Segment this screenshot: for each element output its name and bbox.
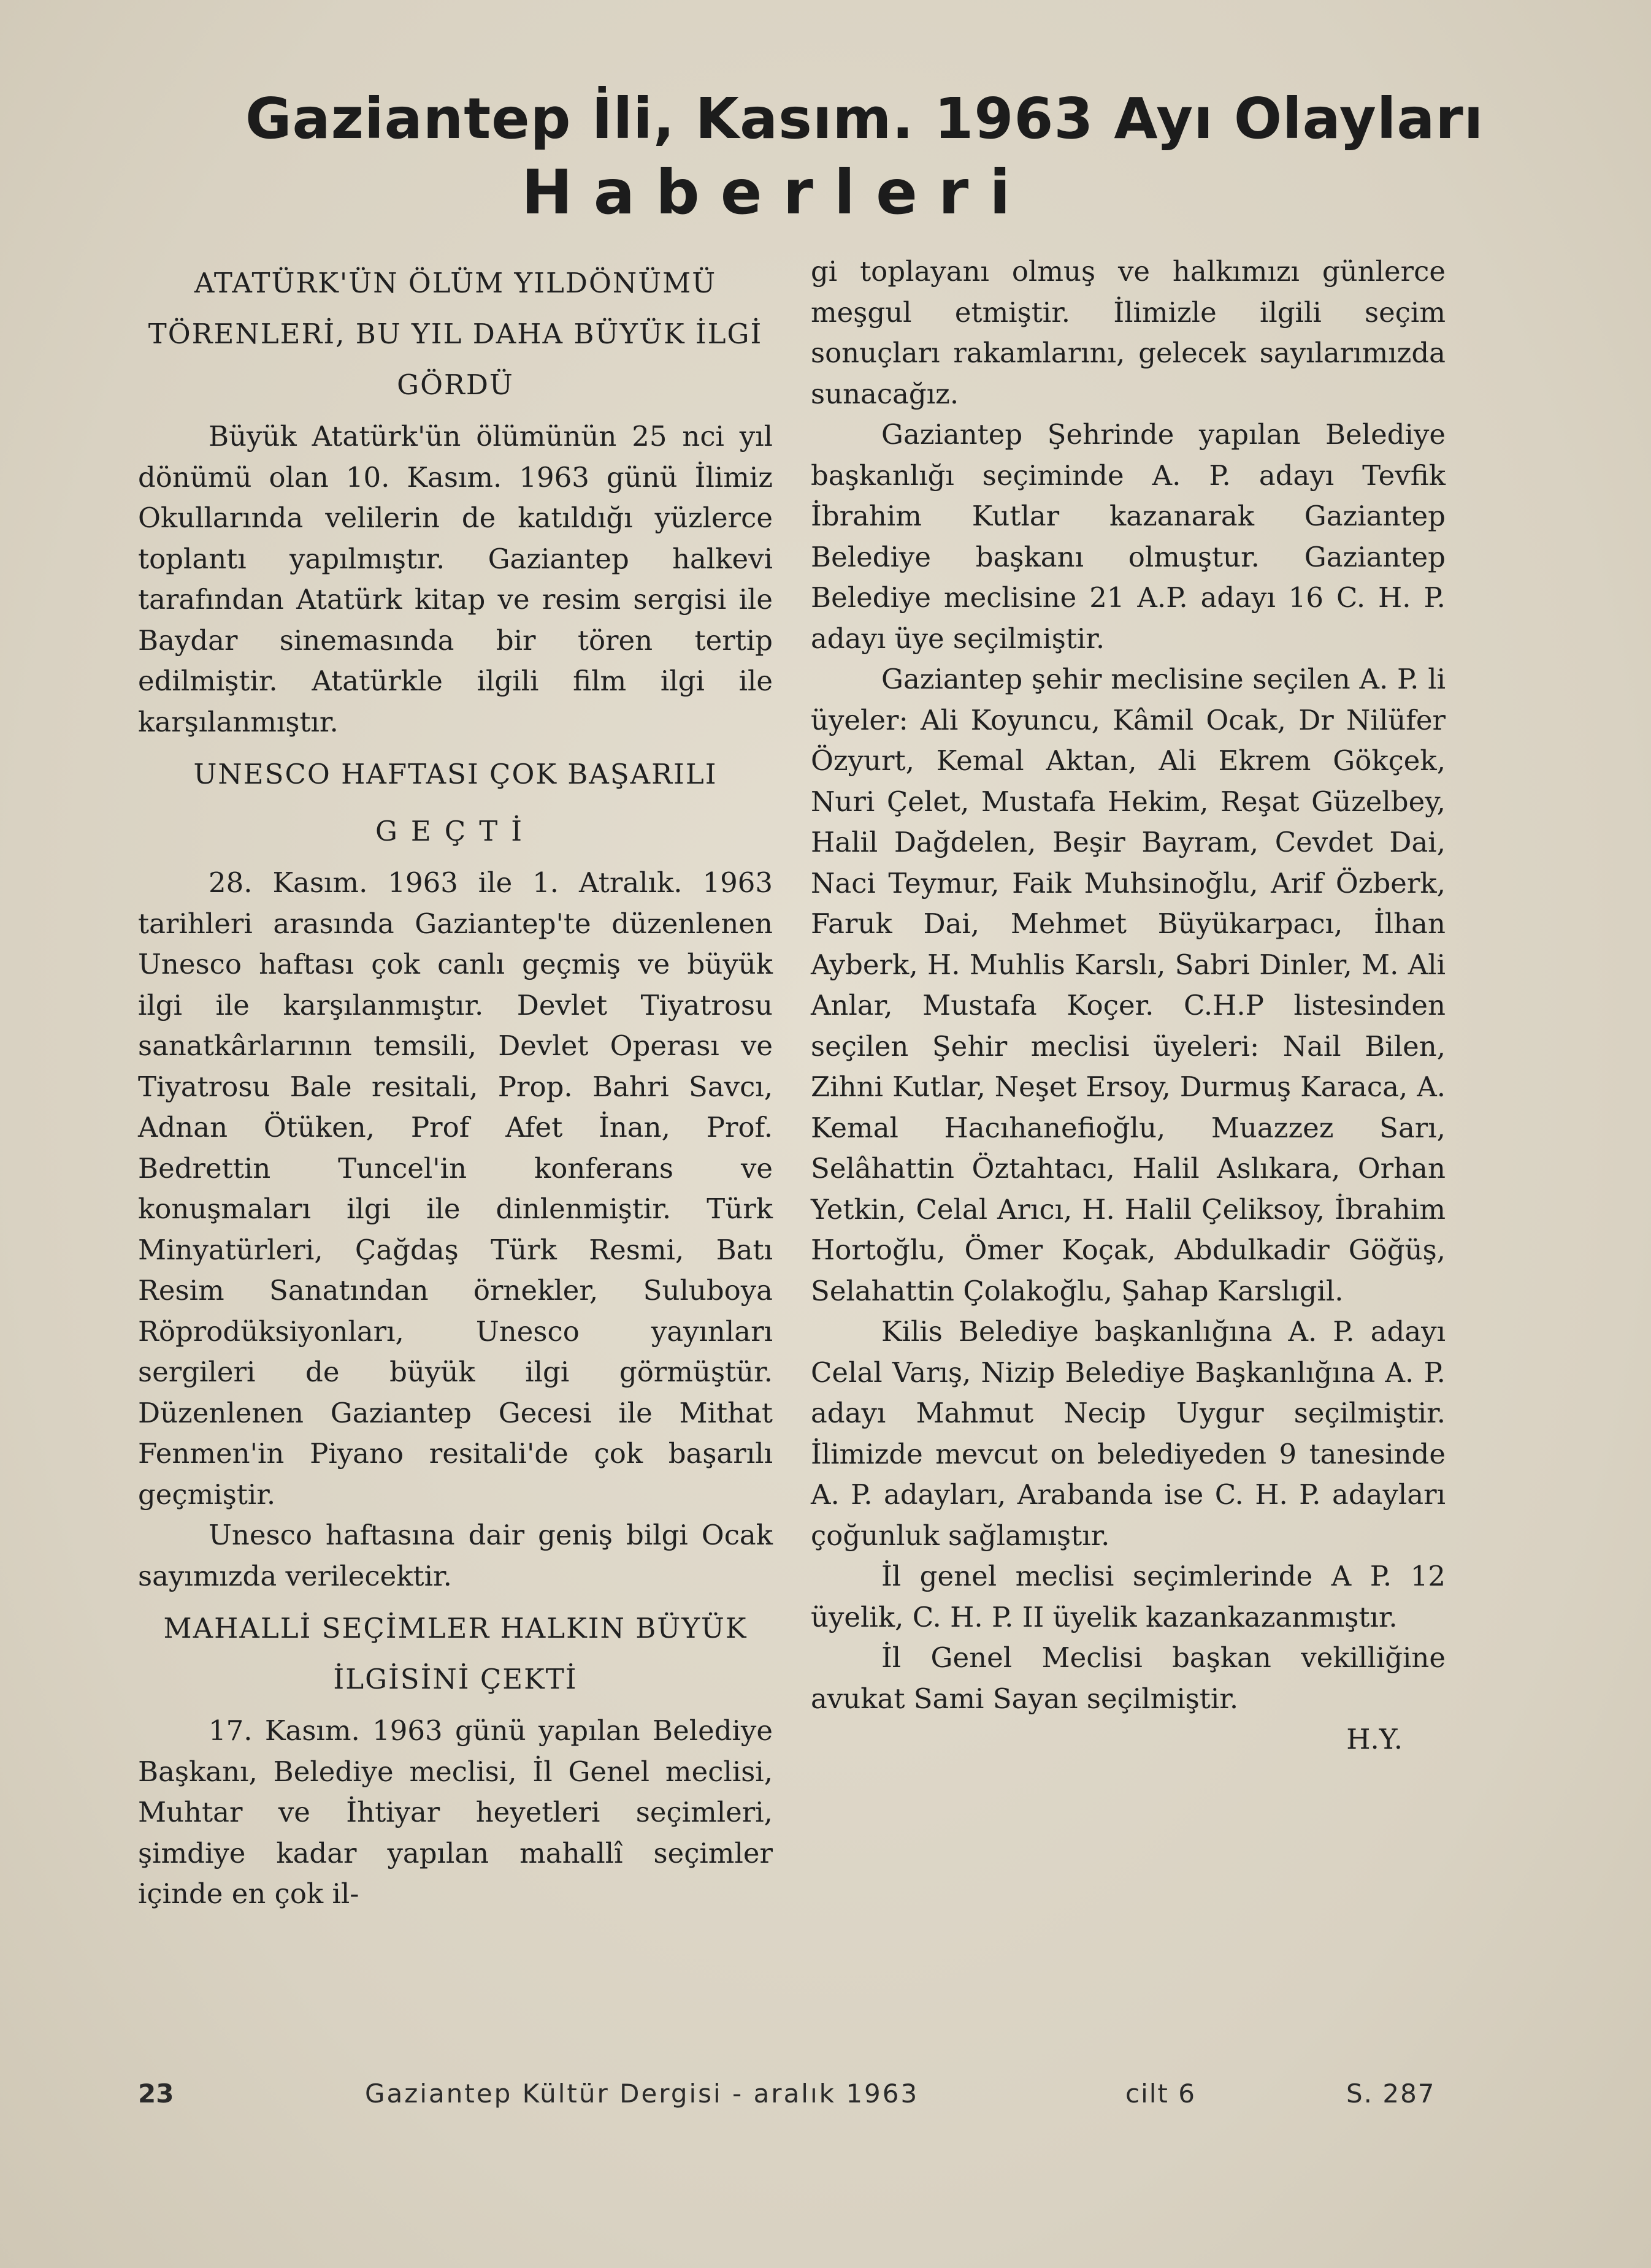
page-title: Gaziantep İli, Kasım. 1963 Ayı Olayları bbox=[245, 86, 1484, 151]
paragraph-council-members: Gaziantep şehir meclisine seçilen A. P. li üyeler: Ali Koyuncu, Kâmil Ocak, Dr Nilüfer Özyurt, Kemal Aktan, Ali Ekrem Gökçek, Nuri Çelet, Mustafa Hekim, Reşat Güzelbey, Halil Dağdelen, Beşir Bayram, Cevdet Dai, Naci Teymur, Faik Muhsinoğlu, Arif Özberk, Faruk Dai, Mehmet Büyükarpacı, İlhan Ayberk, H. Muhlis Karslı, Sabri Dinler, M. Ali Anlar, Mustafa Koçer. C.H.P listesinden seçilen Şehir meclisi üyeleri: Nail Bilen, Zihni Kutlar, Neşet Ersoy, Durmuş Karaca, A. Kemal Hacıhanefioğlu, Muazzez Sarı, Selâhattin Öztahtacı, Halil Aslıkara, Orhan Yetkin, Celal Arıcı, H. Halil Çeliksoy, İbrahim Hortoğlu, Ömer Koçak, Abdulkadir Göğüş, Selahattin Çolakoğlu, Şahap Karslıgil. bbox=[811, 663, 1446, 1307]
footer-issue-number: S. 287 bbox=[1346, 2079, 1436, 2109]
paragraph-council-chair: İl Genel Meclisi başkan vekilliğine avukat Sami Sayan seçilmiştir. bbox=[811, 1641, 1446, 1715]
paragraph-unesco: 28. Kasım. 1963 ile 1. Atralık. 1963 tarihleri arasında Gaziantep'te düzenlenen Unesco haftası çok canlı geçmiş ve büyük ilgi ile karşılanmıştır. Devlet Tiyatrosu sanatkârlarının temsili, Devlet Operası ve Tiyatrosu Bale resitali, Prop. Bahri Savcı, Adnan Ötüken, Prof Afet İnan, Prof. Bedrettin Tuncel'in konferans ve konuşmaları ilgi ile dinlenmiştir. Türk Minyatürleri, Çağdaş Türk Resmi, Batı Resim Sanatından örnekler, Suluboya Röprodüksiyonları, Unesco yayınları sergileri de büyük ilgi görmüştür. Düzenlenen Gaziantep Gecesi ile Mithat Fenmen'in Piyano resitali'de çok başarılı geçmiştir. bbox=[138, 866, 773, 1511]
paragraph-mayor: Gaziantep Şehrinde yapılan Belediye başkanlığı seçiminde A. P. adayı Tevfik İbrahim Kutlar kazanarak Gaziantep Belediye başkanı olmuştur. Gaziantep Belediye meclisine 21 A.P. adayı 16 C. H. P. adayı üye seçilmiştir. bbox=[811, 418, 1446, 655]
paragraph-unesco-note: Unesco haftasına dair geniş bilgi Ocak sayımızda verilecektir. bbox=[138, 1519, 773, 1592]
heading-unesco: UNESCO HAFTASI ÇOK BAŞARILI bbox=[193, 758, 718, 790]
footer-volume: cilt 6 bbox=[1125, 2079, 1196, 2109]
heading-ataturk: ATATÜRK'ÜN ÖLÜM YILDÖNÜMÜ TÖRENLERİ, BU YIL DAHA BÜYÜK İLGİ GÖRDÜ bbox=[148, 267, 763, 401]
paragraph-elections-cont: gi toplayanı olmuş ve halkımızı günlerce meşgul etmiştir. İlimizle ilgili seçim sonuçları rakamlarını, gelecek sayılarımızda sunacağız. bbox=[811, 255, 1446, 410]
left-column bbox=[138, 251, 773, 1915]
footer-page-number: 23 bbox=[138, 2079, 174, 2109]
paragraph-kilis-nizip: Kilis Belediye başkanlığına A. P. adayı Celal Varış, Nizip Belediye Başkanlığına A. P. adayı Mahmut Necip Uygur seçilmiştir. İlimizde mevcut on belediyeden 9 tanesinde A. P. adayları, Arabanda ise C. H. P. adayları çoğunluk sağlamıştır. bbox=[811, 1315, 1446, 1552]
paragraph-general-council: İl genel meclisi seçimlerinde A P. 12 üyelik, C. H. P. II üyelik kazankazanmıştır. bbox=[811, 1560, 1446, 1633]
footer-magazine-title: Gaziantep Kültür Dergisi - aralık 1963 bbox=[365, 2079, 919, 2109]
heading-elections: MAHALLİ SEÇİMLER HALKIN BÜYÜK İLGİSİNİ ÇEKTİ bbox=[163, 1612, 748, 1695]
right-column bbox=[811, 251, 1446, 1760]
paragraph-ataturk: Büyük Atatürk'ün ölümünün 25 nci yıl dönümü olan 10. Kasım. 1963 günü İlimiz Okullarında velilerin de katıldığı yüzlerce toplantı yapılmıştır. Gaziantep halkevi tarafından Atatürk kitap ve resim sergisi ile Baydar sinemasında bir tören tertip edilmiştir. Atatürkle ilgili film ilgi ile karşılanmıştır. bbox=[138, 420, 773, 738]
page-subtitle: Haberleri bbox=[521, 156, 1032, 228]
paragraph-elections: 17. Kasım. 1963 günü yapılan Belediye Başkanı, Belediye meclisi, İl Genel meclisi, Muhtar ve İhtiyar heyetleri seçimleri, şimdiye kadar yapılan mahallî seçimler içinde en çok il- bbox=[138, 1714, 773, 1910]
author-signature: H.Y. bbox=[1346, 1723, 1403, 1755]
heading-unesco-cont: GEÇTİ bbox=[375, 815, 536, 847]
